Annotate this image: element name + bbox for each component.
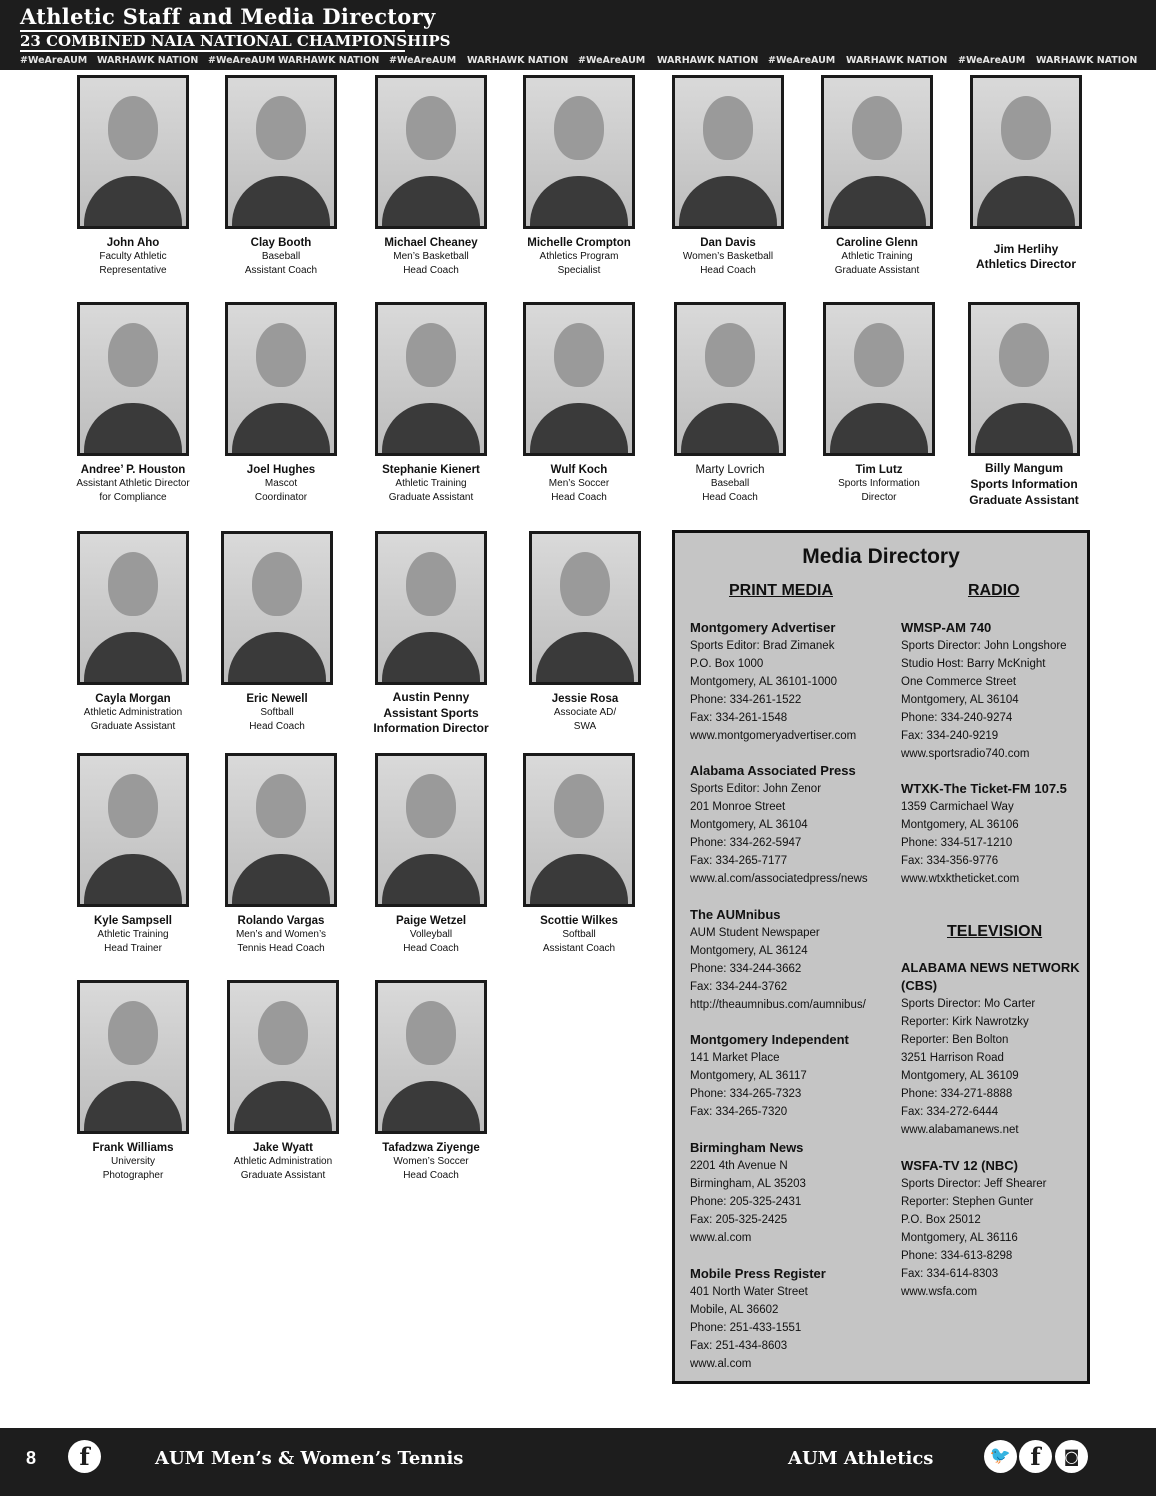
- staff-name: Clay Booth: [250, 237, 312, 249]
- staff-card: [356, 753, 506, 955]
- staff-card: [206, 75, 356, 277]
- staff-photo: [77, 302, 189, 456]
- staff-name: Paige Wetzel: [395, 915, 467, 927]
- staff-name: Wulf Koch: [550, 464, 608, 476]
- staff-photo: [968, 302, 1080, 456]
- staff-name: Caroline Glenn: [836, 237, 918, 249]
- media-line: Mobile, AL 36602: [690, 1304, 779, 1316]
- staff-card: [58, 753, 208, 955]
- media-entry: [690, 906, 866, 1014]
- staff-role: for Compliance: [99, 491, 167, 503]
- media-outlet-name: Montgomery Independent: [690, 1032, 849, 1047]
- media-directory-title: Media Directory: [802, 545, 960, 568]
- staff-role: Women’s Soccer: [393, 1156, 469, 1167]
- media-entry: [901, 959, 1081, 1139]
- staff-name: Billy Mangum: [984, 461, 1063, 475]
- staff-photo: [375, 75, 487, 229]
- staff-card: [356, 980, 506, 1182]
- staff-photo: [523, 75, 635, 229]
- staff-card: [949, 302, 1099, 508]
- staff-role: Graduate Assistant: [240, 1169, 326, 1181]
- media-outlet-name: Montgomery Advertiser: [690, 620, 836, 635]
- radio-heading: RADIO: [968, 582, 1020, 599]
- staff-role: Baseball: [710, 478, 750, 489]
- staff-name: Jim Herlihy: [993, 242, 1059, 256]
- media-line: Fax: 334-265-7320: [690, 1106, 788, 1118]
- media-entry: [901, 780, 1067, 888]
- media-line: Sports Director: John Longshore: [901, 640, 1067, 652]
- page-footer: [0, 1428, 1156, 1496]
- staff-card: [58, 980, 208, 1182]
- media-line: Montgomery, AL 36104: [901, 694, 1019, 706]
- staff-photo: [227, 980, 339, 1134]
- staff-role: Assistant Athletic Director: [76, 478, 190, 489]
- media-entry: [901, 619, 1067, 763]
- staff-name: Rolando Vargas: [237, 915, 325, 927]
- staff-role: Head Coach: [249, 720, 305, 732]
- staff-photo: [523, 302, 635, 456]
- staff-role: Director: [861, 491, 897, 503]
- staff-role: Head Coach: [403, 1169, 459, 1181]
- staff-role: Specialist: [557, 264, 601, 276]
- page-header: [0, 0, 1156, 70]
- page-number: 8: [26, 1448, 37, 1468]
- media-outlet-name: Birmingham News: [690, 1140, 804, 1155]
- staff-role: Men’s and Women’s: [235, 929, 327, 940]
- staff-role: Softball: [562, 929, 596, 940]
- staff-role: Information Director: [373, 721, 489, 735]
- page-title: Athletic Staff and Media Directory: [20, 4, 436, 29]
- facebook-icon[interactable]: f: [68, 1440, 101, 1473]
- media-link[interactable]: www.al.com: [690, 1358, 752, 1370]
- media-line: Phone: 334-517-1210: [901, 837, 1013, 849]
- media-line: Sports Editor: John Zenor: [690, 783, 822, 795]
- staff-role: Athletics Director: [975, 257, 1077, 271]
- media-directory-box: [672, 530, 1090, 1384]
- media-line: Reporter: Stephen Gunter: [901, 1196, 1034, 1208]
- staff-name: Andree’ P. Houston: [80, 464, 186, 476]
- media-line: Phone: 251-433-1551: [690, 1322, 802, 1334]
- staff-role: SWA: [573, 720, 597, 732]
- staff-name: Tim Lutz: [855, 464, 903, 476]
- staff-role: Volleyball: [409, 929, 453, 940]
- media-entry: [901, 1157, 1047, 1301]
- staff-role: Assistant Coach: [244, 264, 318, 276]
- media-line: 2201 4th Avenue N: [690, 1160, 788, 1172]
- tagline-item: #WeAreAUM: [389, 55, 457, 66]
- staff-card: [58, 302, 208, 504]
- staff-card: [504, 75, 654, 277]
- staff-card: [504, 302, 654, 504]
- media-entry: [690, 762, 868, 888]
- media-line: Phone: 334-262-5947: [690, 837, 802, 849]
- staff-photo: [77, 75, 189, 229]
- media-line: Phone: 334-613-8298: [901, 1250, 1013, 1262]
- media-line: Montgomery, AL 36109: [901, 1070, 1019, 1082]
- staff-photo: [77, 753, 189, 907]
- staff-role: Mascot: [264, 478, 298, 489]
- staff-role: Graduate Assistant: [388, 491, 474, 503]
- media-line: Sports Director: Mo Carter: [901, 998, 1036, 1010]
- staff-photo: [970, 75, 1082, 229]
- media-outlet-name: WSFA-TV 12 (NBC): [901, 1158, 1018, 1173]
- media-line: 141 Market Place: [690, 1052, 780, 1064]
- staff-photo: [225, 302, 337, 456]
- staff-card: [504, 753, 654, 955]
- staff-photo: [821, 75, 933, 229]
- tagline-item: WARHAWK NATION: [657, 55, 759, 66]
- media-link[interactable]: www.montgomeryadvertiser.com: [690, 730, 857, 742]
- media-line: Phone: 205-325-2431: [690, 1196, 802, 1208]
- staff-card: [58, 75, 208, 277]
- media-line: Sports Director: Jeff Shearer: [901, 1178, 1047, 1190]
- media-line: Reporter: Ben Bolton: [901, 1034, 1009, 1046]
- footer-left-text: AUM Men’s & Women’s Tennis: [155, 1448, 464, 1469]
- print-media-heading: PRINT MEDIA: [729, 582, 833, 599]
- staff-role: Associate AD/: [553, 707, 617, 718]
- media-line: Sports Editor: Brad Zimanek: [690, 640, 835, 652]
- staff-role: Graduate Assistant: [90, 720, 176, 732]
- tagline-item: #WeAreAUM: [958, 55, 1026, 66]
- staff-name: John Aho: [106, 237, 160, 249]
- tagline-strip: [0, 55, 1156, 69]
- staff-role: Tennis Head Coach: [237, 942, 325, 954]
- staff-card: [653, 75, 803, 277]
- media-link[interactable]: www.al.com: [690, 1232, 752, 1244]
- staff-role: Photographer: [102, 1169, 164, 1181]
- media-line: Montgomery, AL 36106: [901, 819, 1019, 831]
- media-line: Phone: 334-261-1522: [690, 694, 802, 706]
- staff-card: [951, 75, 1101, 272]
- staff-photo: [77, 980, 189, 1134]
- staff-role: Head Coach: [700, 264, 756, 276]
- staff-photo: [375, 980, 487, 1134]
- staff-name: Tafadzwa Ziyenge: [382, 1142, 480, 1154]
- staff-role: Representative: [99, 264, 167, 276]
- media-line: Fax: 334-356-9776: [901, 855, 999, 867]
- media-line: Fax: 334-244-3762: [690, 981, 788, 993]
- staff-photo: [375, 753, 487, 907]
- staff-role: Softball: [260, 707, 294, 718]
- tagline-item: WARHAWK NATION: [1036, 55, 1138, 66]
- media-line: 201 Monroe Street: [690, 801, 786, 813]
- media-line: Montgomery, AL 36101-1000: [690, 676, 838, 688]
- media-line: P.O. Box 25012: [901, 1214, 981, 1226]
- staff-name: Austin Penny: [392, 690, 470, 704]
- media-entry: [690, 1265, 826, 1373]
- staff-card: [202, 531, 352, 733]
- staff-photo: [221, 531, 333, 685]
- media-line: Fax: 334-261-1548: [690, 712, 788, 724]
- staff-card: [356, 75, 506, 277]
- media-line: Phone: 334-265-7323: [690, 1088, 802, 1100]
- staff-role: Athletic Training: [395, 478, 467, 489]
- media-entry: [690, 1139, 806, 1247]
- staff-photo: [523, 753, 635, 907]
- staff-role: Graduate Assistant: [969, 493, 1079, 507]
- staff-photo: [77, 531, 189, 685]
- staff-role: Graduate Assistant: [834, 264, 920, 276]
- staff-photo: [672, 75, 784, 229]
- staff-card: [356, 531, 506, 737]
- media-outlet-name: WTXK-The Ticket-FM 107.5: [901, 781, 1067, 796]
- footer-right-text: AUM Athletics: [788, 1448, 934, 1469]
- media-link[interactable]: www.sportsradio740.com: [901, 748, 1030, 760]
- media-link[interactable]: http://theaumnibus.com/aumnibus/: [690, 999, 866, 1011]
- staff-role: Head Coach: [403, 264, 459, 276]
- staff-role: Head Coach: [551, 491, 607, 503]
- staff-role: Athletic Administration: [83, 707, 183, 718]
- media-link[interactable]: www.alabamanews.net: [901, 1124, 1019, 1136]
- staff-role: Men’s Soccer: [548, 478, 610, 489]
- staff-role: Sports Information: [970, 477, 1078, 491]
- media-line: 1359 Carmichael Way: [901, 801, 1014, 813]
- media-line: Fax: 334-240-9219: [901, 730, 999, 742]
- media-line: 3251 Harrison Road: [901, 1052, 1004, 1064]
- staff-name: Jake Wyatt: [253, 1142, 313, 1154]
- media-line: Fax: 205-325-2425: [690, 1214, 788, 1226]
- staff-role: University: [111, 1156, 155, 1167]
- staff-role: Men’s Basketball: [393, 251, 469, 262]
- staff-name: Dan Davis: [700, 237, 756, 249]
- subtitle-underline: [20, 50, 405, 52]
- staff-name: Kyle Sampsell: [94, 915, 172, 927]
- tagline-item: WARHAWK NATION: [278, 55, 380, 66]
- staff-card: [804, 302, 954, 504]
- media-line: Montgomery, AL 36104: [690, 819, 808, 831]
- media-outlet-name: Alabama Associated Press: [690, 763, 856, 778]
- tagline-item: WARHAWK NATION: [846, 55, 948, 66]
- staff-card: [655, 302, 805, 504]
- media-line: Phone: 334-271-8888: [901, 1088, 1013, 1100]
- staff-name: Frank Williams: [92, 1142, 174, 1154]
- staff-name: Scottie Wilkes: [540, 915, 618, 927]
- staff-card: [58, 531, 208, 733]
- staff-card: [206, 753, 356, 955]
- media-line: Fax: 334-265-7177: [690, 855, 788, 867]
- staff-role: Athletic Training: [97, 929, 169, 940]
- tagline-item: #WeAreAUM: [768, 55, 836, 66]
- staff-photo: [823, 302, 935, 456]
- staff-name: Eric Newell: [246, 693, 308, 705]
- media-line: Fax: 251-434-8603: [690, 1340, 788, 1352]
- media-outlet-name: The AUMnibus: [690, 907, 781, 922]
- media-outlet-name: WMSP-AM 740: [901, 620, 992, 635]
- staff-name: Stephanie Kienert: [382, 464, 480, 476]
- tagline-item: #WeAreAUM: [20, 55, 88, 66]
- staff-photo: [375, 302, 487, 456]
- staff-role: Head Coach: [403, 942, 459, 954]
- media-link[interactable]: www.al.com/associatedpress/news: [690, 873, 868, 885]
- staff-role: Baseball: [261, 251, 301, 262]
- staff-name: Michael Cheaney: [384, 237, 478, 249]
- media-link[interactable]: www.wsfa.com: [901, 1286, 978, 1298]
- tagline-item: WARHAWK NATION: [97, 55, 199, 66]
- media-outlet-name: Mobile Press Register: [690, 1266, 826, 1281]
- staff-name: Jessie Rosa: [551, 693, 619, 705]
- staff-name: Michelle Crompton: [527, 237, 631, 249]
- page-subtitle: 23 COMBINED NAIA NATIONAL CHAMPIONSHIPS: [20, 32, 451, 50]
- staff-name: Marty Lovrich: [695, 464, 765, 476]
- media-line: Fax: 334-614-8303: [901, 1268, 999, 1280]
- staff-name: Joel Hughes: [246, 464, 316, 476]
- television-heading: TELEVISION: [947, 923, 1043, 940]
- media-line: AUM Student Newspaper: [690, 927, 820, 939]
- media-line: One Commerce Street: [901, 676, 1017, 688]
- staff-card: [206, 302, 356, 504]
- staff-role: Assistant Sports: [383, 705, 479, 720]
- media-link[interactable]: www.wtxktheticket.com: [901, 873, 1020, 885]
- media-line: Phone: 334-240-9274: [901, 712, 1013, 724]
- staff-photo: [225, 75, 337, 229]
- media-line: Reporter: Kirk Nawrotzky: [901, 1016, 1029, 1028]
- media-outlet-name: ALABAMA NEWS NETWORK (CBS): [901, 960, 1080, 993]
- media-line: P.O. Box 1000: [690, 658, 764, 670]
- staff-role: Women’s Basketball: [682, 251, 774, 262]
- staff-role: Head Coach: [702, 491, 758, 503]
- media-entry: [690, 619, 856, 745]
- tagline-item: #WeAreAUM: [578, 55, 646, 66]
- instagram-icon[interactable]: ◙: [1055, 1440, 1088, 1473]
- media-line: Montgomery, AL 36116: [901, 1232, 1018, 1244]
- media-entry: [690, 1031, 849, 1121]
- staff-role: Athletic Administration: [233, 1156, 333, 1167]
- staff-role: Sports Information: [838, 478, 920, 489]
- staff-photo: [674, 302, 786, 456]
- tagline-item: WARHAWK NATION: [467, 55, 569, 66]
- staff-photo: [375, 531, 487, 685]
- staff-role: Assistant Coach: [542, 942, 616, 954]
- staff-card: [356, 302, 506, 504]
- media-line: 401 North Water Street: [690, 1286, 808, 1298]
- media-line: Studio Host: Barry McKnight: [901, 658, 1046, 670]
- staff-card: [510, 531, 660, 733]
- staff-card: [208, 980, 358, 1182]
- staff-photo: [225, 753, 337, 907]
- media-line: Fax: 334-272-6444: [901, 1106, 999, 1118]
- staff-photo: [529, 531, 641, 685]
- staff-card: [802, 75, 952, 277]
- media-line: Montgomery, AL 36117: [690, 1070, 807, 1082]
- media-line: Phone: 334-244-3662: [690, 963, 802, 975]
- staff-name: Cayla Morgan: [95, 693, 171, 705]
- staff-role: Faculty Athletic: [99, 251, 167, 262]
- media-line: Birmingham, AL 35203: [690, 1178, 806, 1190]
- staff-role: Head Trainer: [104, 942, 162, 954]
- media-line: Montgomery, AL 36124: [690, 945, 808, 957]
- twitter-icon[interactable]: 🐦: [984, 1440, 1017, 1473]
- tagline-item: #WeAreAUM: [208, 55, 276, 66]
- staff-role: Athletics Program: [539, 251, 619, 262]
- facebook-icon[interactable]: f: [1019, 1440, 1052, 1473]
- staff-role: Coordinator: [254, 491, 308, 503]
- staff-role: Athletic Training: [841, 251, 913, 262]
